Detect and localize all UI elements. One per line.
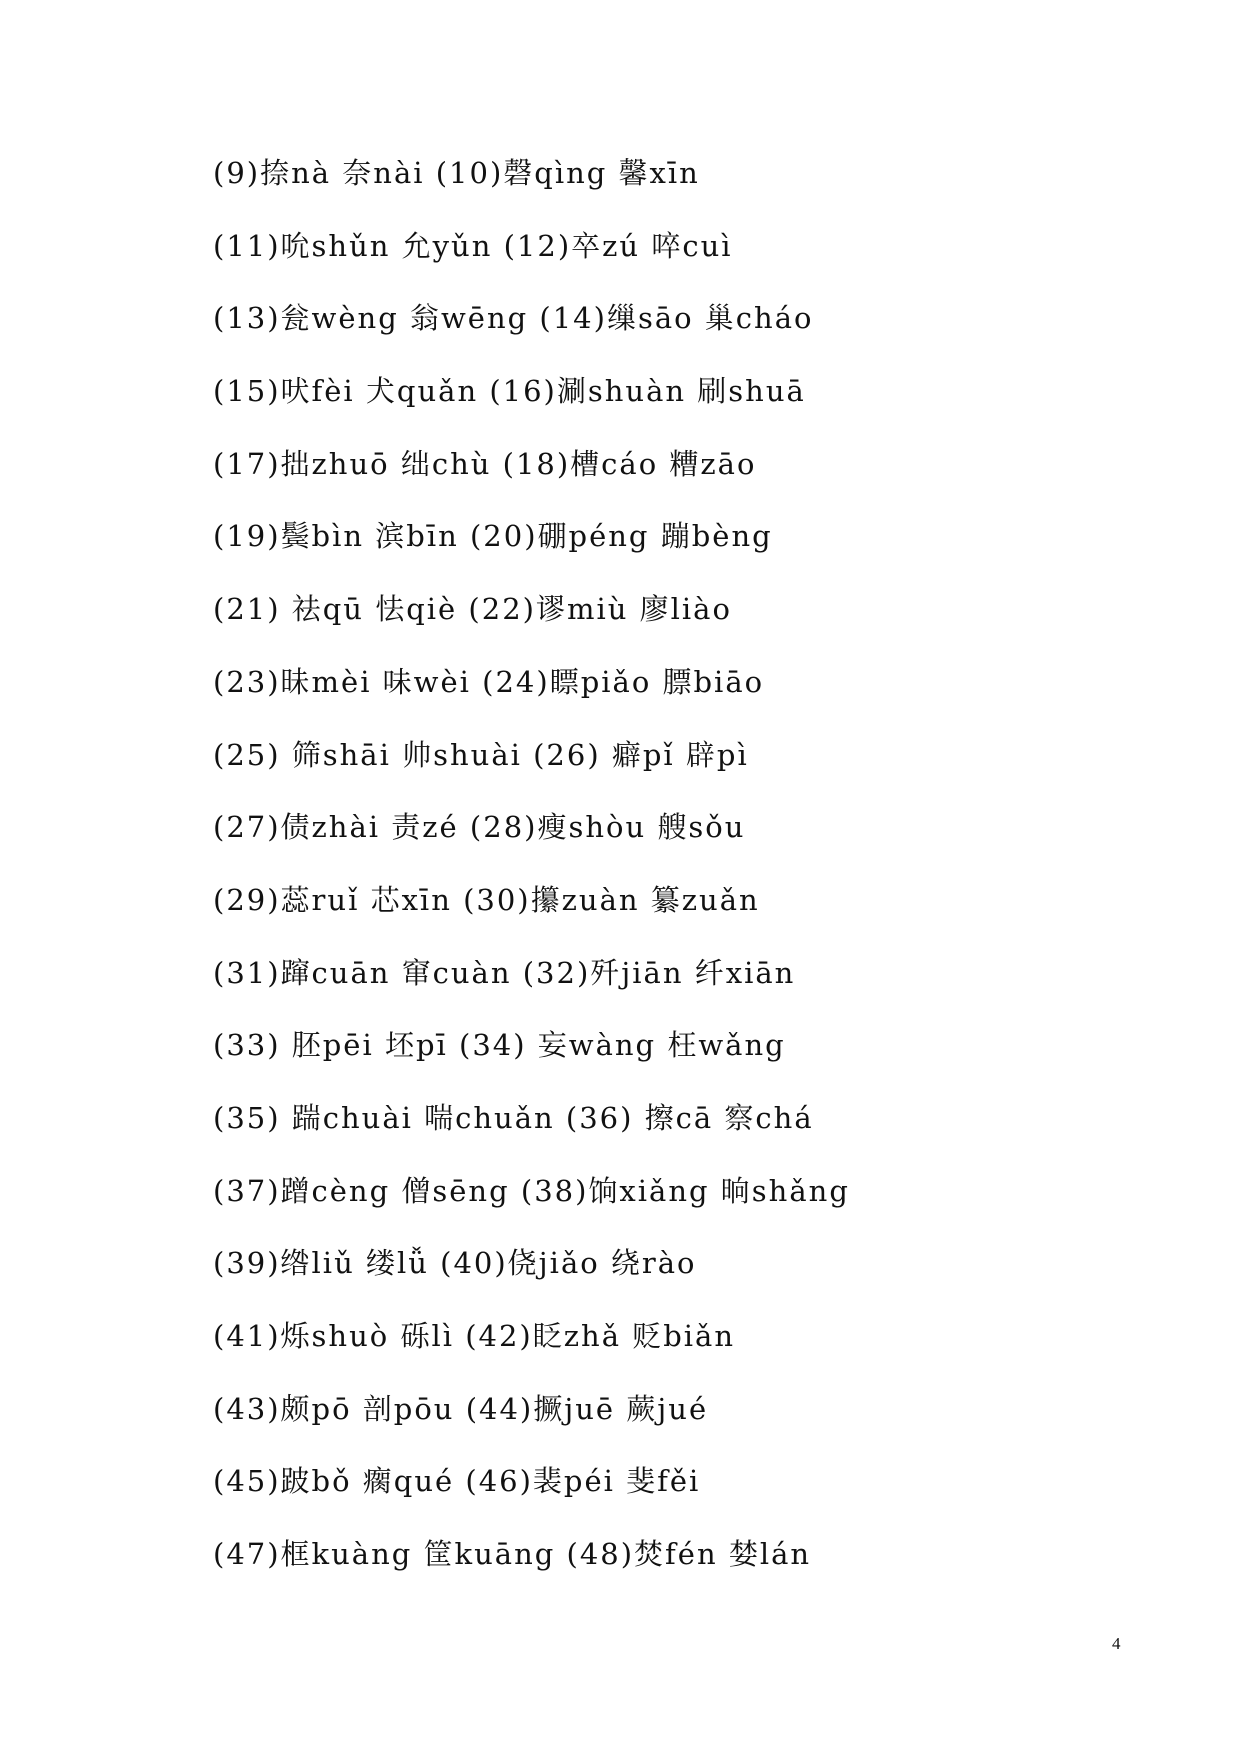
list-item: (39)绺liǔ 缕lǚ (40)侥jiǎo 绕rào [213,1246,697,1281]
list-item: (9)捺nà 奈nài (10)磬qìng 馨xīn [213,156,700,190]
list-item: (15)吠fèi 犬quǎn (16)涮shuàn 刷shuā [213,374,806,409]
list-item: (47)框kuàng 筐kuāng (48)焚fén 婪lán [213,1537,812,1572]
pinyin-list [213,150,1173,1604]
list-item: (23)昧mèi 味wèi (24)瞟piǎo 膘biāo [213,664,765,699]
list-item: (21) 祛qū 怯qiè (22)谬miù 廖liào [213,592,732,627]
list-item: (13)瓮wèng 翁wēng (14)缫sāo 巢cháo [213,301,814,336]
page-number: 4 [1112,1634,1121,1653]
list-item: (31)蹿cuān 窜cuàn (32)歼jiān 纤xiān [213,955,796,990]
list-item: (11)吮shǔn 允yǔn (12)卒zú 啐cuì [213,228,733,263]
list-item: (19)鬓bìn 滨bīn (20)硼péng 蹦bèng [213,519,773,554]
list-item: (37)蹭cèng 僧sēng (38)饷xiǎng 晌shǎng [213,1173,850,1208]
list-item: (35) 踹chuài 喘chuǎn (36) 擦cā 察chá [213,1100,814,1135]
list-item: (33) 胚pēi 坯pī (34) 妄wàng 枉wǎng [213,1028,786,1063]
list-item: (29)蕊ruǐ 芯xīn (30)攥zuàn 纂zuǎn [213,882,760,917]
list-item: (27)债zhài 责zé (28)瘦shòu 艘sǒu [213,810,746,845]
list-item: (43)颇pō 剖pōu (44)撅juē 蕨jué [213,1391,709,1426]
list-item: (25) 筛shāi 帅shuài (26) 癖pǐ 辟pì [213,737,749,772]
list-item: (45)跛bǒ 瘸qué (46)裴péi 斐fěi [213,1464,701,1499]
list-item: (41)烁shuò 砾lì (42)眨zhǎ 贬biǎn [213,1319,736,1353]
list-item: (17)拙zhuō 绌chù (18)槽cáo 糟zāo [213,446,757,481]
